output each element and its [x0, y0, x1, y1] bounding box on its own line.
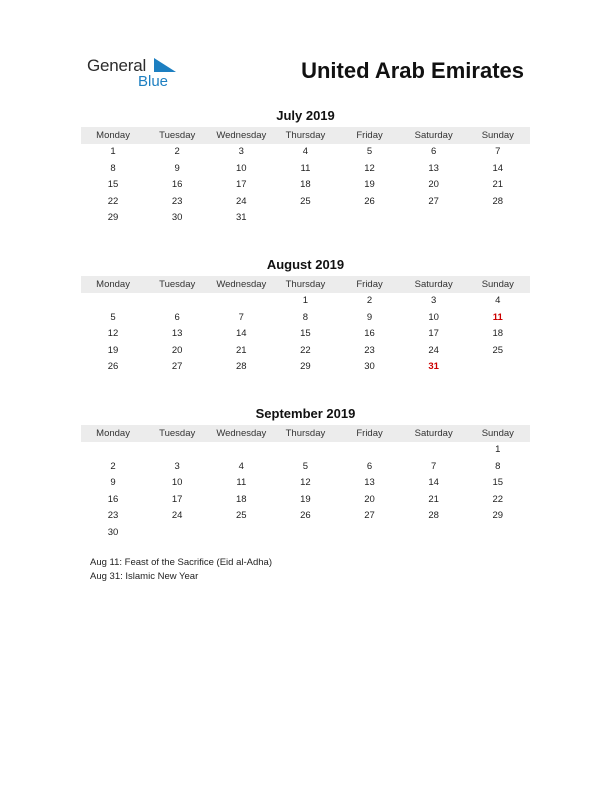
day-cell: 6 [431, 146, 437, 157]
month-august [81, 257, 530, 376]
weekday-label: Wednesday [216, 130, 267, 141]
day-cell: 23 [171, 195, 183, 207]
week-row [81, 210, 530, 227]
day-cell: 13 [364, 477, 375, 488]
day-cell: 30 [171, 212, 183, 223]
day-cell: 7 [495, 146, 501, 157]
day-cell: 26 [364, 195, 375, 207]
day-cell: 5 [110, 311, 116, 323]
week-row [81, 343, 530, 360]
day-cell: 14 [236, 328, 247, 339]
week-row [81, 525, 530, 542]
day-cell: 27 [428, 195, 439, 207]
day-cell: 26 [107, 361, 119, 372]
weekday-label: Monday [96, 130, 130, 141]
day-cell: 24 [236, 195, 247, 207]
logo-triangle-icon [154, 58, 176, 72]
day-cell: 21 [428, 493, 439, 505]
day-cell: 8 [302, 311, 309, 323]
day-cell: 2 [174, 146, 180, 157]
week-row [81, 293, 530, 310]
day-cell: 9 [174, 162, 180, 174]
holiday-day-cell: 11 [492, 311, 503, 323]
day-cell: 13 [428, 162, 439, 174]
day-cell: 4 [302, 146, 309, 157]
day-cell: 16 [364, 328, 375, 339]
day-cell: 19 [107, 344, 119, 356]
month-title: September 2019 [255, 406, 356, 421]
weekday-label: Wednesday [216, 428, 267, 439]
weekday-label: Monday [96, 428, 130, 439]
month-title: August 2019 [266, 257, 345, 272]
weekday-label: Tuesday [159, 279, 196, 290]
day-cell: 15 [107, 179, 119, 190]
weekday-label: Tuesday [159, 428, 196, 439]
day-cell: 25 [236, 510, 247, 521]
logo-text-general: General [87, 56, 147, 75]
holiday-note: Aug 31: Islamic New Year [90, 571, 199, 582]
day-cell: 14 [492, 162, 504, 174]
day-cell: 8 [495, 460, 501, 472]
day-cell: 10 [171, 477, 183, 488]
weekday-label: Wednesday [216, 279, 267, 290]
weekday-label: Tuesday [159, 130, 196, 141]
day-cell: 24 [171, 510, 183, 521]
day-cell [209, 442, 273, 459]
holiday-day-cell: 31 [428, 361, 439, 372]
day-cell [466, 210, 530, 227]
day-cell: 2 [110, 460, 116, 472]
week-row [81, 144, 530, 161]
day-cell: 7 [431, 460, 437, 472]
day-cell: 17 [428, 328, 439, 339]
day-cell: 15 [300, 328, 311, 339]
week-row [81, 508, 530, 525]
day-cell: 15 [492, 477, 504, 488]
day-cell: 28 [428, 510, 439, 521]
day-cell: 29 [492, 510, 504, 521]
month-september [81, 406, 530, 541]
day-cell [81, 293, 145, 310]
day-cell: 9 [110, 477, 116, 488]
day-cell [466, 525, 530, 542]
day-cell: 5 [302, 460, 309, 472]
week-row [81, 359, 530, 376]
day-cell [402, 442, 466, 459]
day-cell: 2 [366, 295, 373, 306]
day-cell: 30 [107, 526, 119, 538]
day-cell: 24 [428, 344, 439, 356]
day-cell: 6 [366, 460, 373, 472]
day-cell: 18 [236, 493, 247, 505]
week-row [81, 177, 530, 194]
weekday-label: Sunday [481, 130, 514, 141]
day-cell: 6 [174, 311, 180, 323]
weekday-label: Saturday [414, 279, 453, 290]
day-cell: 18 [300, 179, 311, 190]
day-cell: 20 [171, 344, 183, 356]
weekday-label: Saturday [414, 130, 453, 141]
month-title: July 2019 [276, 108, 335, 123]
week-row [81, 310, 530, 327]
weekday-header [81, 127, 530, 144]
weekday-header [81, 276, 530, 293]
day-cell: 17 [171, 493, 183, 505]
week-row [81, 459, 530, 476]
day-cell [402, 525, 466, 542]
day-cell [338, 525, 402, 542]
day-cell [145, 525, 209, 542]
day-cell: 26 [300, 510, 311, 521]
day-cell: 3 [238, 146, 244, 157]
day-cell: 30 [364, 361, 375, 372]
month-july [81, 108, 530, 227]
day-cell [338, 210, 402, 227]
day-cell: 23 [107, 510, 119, 521]
day-cell: 22 [107, 195, 119, 207]
day-cell: 21 [492, 179, 504, 190]
day-cell: 17 [236, 179, 247, 190]
day-cell: 12 [364, 162, 375, 174]
day-cell: 22 [492, 493, 504, 505]
day-cell: 23 [364, 344, 375, 356]
day-cell: 1 [302, 295, 309, 306]
week-row [81, 326, 530, 343]
weekday-label: Thursday [285, 428, 326, 439]
weekday-label: Sunday [481, 428, 514, 439]
day-cell [273, 210, 337, 227]
day-cell: 1 [495, 444, 501, 455]
day-cell [209, 293, 273, 310]
day-cell [338, 442, 402, 459]
day-cell [209, 525, 273, 542]
weekday-label: Friday [356, 428, 383, 439]
day-cell: 9 [366, 311, 373, 323]
holiday-note: Aug 11: Feast of the Sacrifice (Eid al-Adha) [90, 557, 272, 568]
day-cell [273, 442, 337, 459]
day-cell: 11 [236, 477, 247, 488]
day-cell: 28 [492, 195, 504, 207]
day-cell: 18 [492, 328, 504, 339]
generalblue-logo [87, 56, 187, 92]
weekday-label: Monday [96, 279, 130, 290]
country-title: United Arab Emirates [301, 58, 524, 83]
day-cell: 16 [107, 493, 119, 505]
day-cell: 27 [171, 361, 183, 372]
day-cell: 11 [300, 162, 311, 174]
day-cell: 5 [366, 146, 373, 157]
day-cell: 22 [300, 344, 311, 356]
day-cell: 4 [495, 295, 501, 306]
day-cell: 3 [174, 460, 180, 472]
weekday-label: Sunday [481, 279, 514, 290]
day-cell [145, 442, 209, 459]
day-cell: 27 [364, 510, 375, 521]
day-cell: 21 [236, 344, 247, 356]
day-cell [466, 359, 530, 376]
day-cell: 3 [431, 295, 437, 306]
weekday-label: Friday [356, 130, 383, 141]
day-cell: 1 [110, 146, 116, 157]
weekday-label: Thursday [285, 279, 326, 290]
week-row [81, 161, 530, 178]
logo-text-blue: Blue [138, 73, 169, 90]
day-cell: 7 [238, 311, 244, 323]
holiday-notes [90, 556, 272, 584]
week-row [81, 492, 530, 509]
day-cell: 16 [171, 179, 183, 190]
day-cell: 10 [236, 162, 247, 174]
weekday-label: Saturday [414, 428, 453, 439]
day-cell: 29 [300, 361, 311, 372]
day-cell: 10 [428, 311, 439, 323]
week-row [81, 194, 530, 211]
day-cell: 25 [492, 344, 504, 356]
day-cell: 8 [110, 162, 116, 174]
day-cell: 19 [364, 179, 375, 190]
day-cell: 12 [107, 328, 119, 339]
day-cell [81, 442, 145, 459]
week-row [81, 475, 530, 492]
day-cell: 31 [236, 212, 247, 223]
day-cell: 20 [364, 493, 375, 505]
day-cell [402, 210, 466, 227]
day-cell: 20 [428, 179, 439, 190]
day-cell: 25 [300, 195, 311, 207]
day-cell: 13 [171, 328, 183, 339]
day-cell: 29 [107, 212, 119, 223]
day-cell [145, 293, 209, 310]
weekday-label: Friday [356, 279, 383, 290]
week-row [81, 442, 530, 459]
weekday-label: Thursday [285, 130, 326, 141]
day-cell: 4 [238, 460, 244, 472]
day-cell [273, 525, 337, 542]
day-cell: 19 [300, 493, 311, 505]
day-cell: 12 [300, 477, 311, 488]
day-cell: 14 [428, 477, 439, 488]
weekday-header [81, 425, 530, 442]
day-cell: 28 [236, 361, 247, 372]
